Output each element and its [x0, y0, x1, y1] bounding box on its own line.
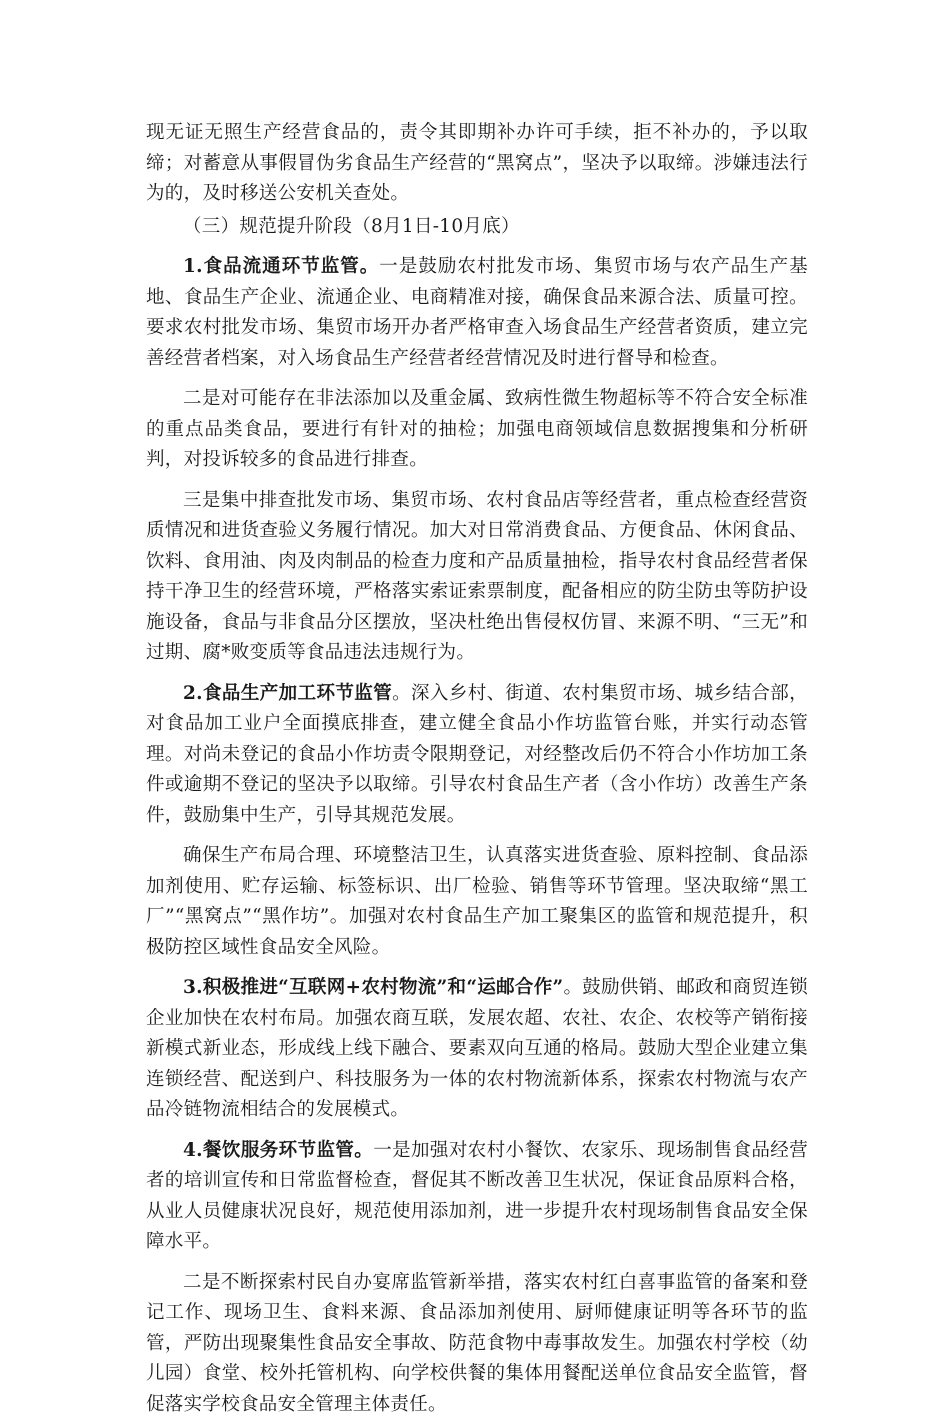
paragraph-text: 。鼓励供销、邮政和商贸连锁企业加快在农村布局。加强农商互联，发展农超、农社、农企、农校等产销衔接新模式新业态，形成线上线下融合、要素双向互通的格局。鼓励大型企业建立集连锁经营、配送到户、科技服务为一体的农村物流新体系，探索农村物流与农产品冷链物流相结合的发展模式。	[146, 977, 808, 1120]
item-heading-internet-logistics: 3.积极推进“互联网+农村物流”和“运邮合作”	[183, 977, 563, 998]
paragraph-text: 一是加强对农村小餐饮、农家乐、现场制售食品经营者的培训宣传和日常监督检查，督促其不断改善卫生状况，保证食品原料合格，从业人员健康状况良好，规范使用添加剂，进一步提升农村现场制售食品安全保障水平。	[146, 1140, 808, 1253]
paragraph-sampling: 二是对可能存在非法添加以及重金属、致病性微生物超标等不符合安全标准的重点品类食品，要进行有针对的抽检；加强电商领域信息数据搜集和分析研判，对投诉较多的食品进行排查。	[146, 384, 808, 476]
paragraph-production-layout: 确保生产布局合理、环境整洁卫生，认真落实进货查验、原料控制、食品添加剂使用、贮存运输、标签标识、出厂检验、销售等环节管理。坚决取缔“黑工厂”“黑窝点”“黑作坊”。加强对农村食品生产加工聚集区的监管和规范提升，积极防控区域性食品安全风险。	[146, 841, 808, 963]
paragraph-text: 。深入乡村、街道、农村集贸市场、城乡结合部，对食品加工业户全面摸底排查，建立健全食品小作坊监管台账，并实行动态管理。对尚未登记的食品小作坊责令限期登记，对经整改后仍不符合小作坊加工条件或逾期不登记的坚决予以取缔。引导农村食品生产者（含小作坊）改善生产条件，鼓励集中生产，引导其规范发展。	[146, 683, 808, 826]
paragraph-inspection: 三是集中排查批发市场、集贸市场、农村食品店等经营者，重点检查经营资质情况和进货查验义务履行情况。加大对日常消费食品、方便食品、休闲食品、饮料、食用油、肉及肉制品的检查力度和产品质量抽检，指导农村食品经营者保持干净卫生的经营环境，严格落实索证索票制度，配备相应的防尘防虫等防护设施设备，食品与非食品分区摆放，坚决杜绝出售侵权仿冒、来源不明、“三无”和过期、腐*败变质等食品违法违规行为。	[146, 486, 808, 669]
item-heading-food-circulation: 1.食品流通环节监管。	[183, 256, 379, 277]
paragraph-text: 一是鼓励农村批发市场、集贸市场与农产品生产基地、食品生产企业、流通企业、电商精准对接，确保食品来源合法、质量可控。要求农村批发市场、集贸市场开办者严格审查入场食品生产经营者资质，建立完善经营者档案，对入场食品生产经营者经营情况及时进行督导和检查。	[146, 256, 808, 369]
paragraph-catering-service	[146, 1136, 808, 1258]
paragraph-food-production	[146, 679, 808, 832]
document-body	[146, 118, 808, 1420]
paragraph-continuation: 现无证无照生产经营食品的，责令其即期补办许可手续，拒不补办的，予以取缔；对蓄意从事假冒伪劣食品生产经营的“黑窝点”，坚决予以取缔。涉嫌违法行为的，及时移送公安机关查处。	[146, 118, 808, 210]
item-heading-catering-service: 4.餐饮服务环节监管。	[183, 1140, 373, 1161]
section-heading-standardization-phase: （三）规范提升阶段（8月1日-10月底）	[146, 212, 808, 243]
paragraph-internet-logistics	[146, 973, 808, 1126]
paragraph-food-circulation	[146, 252, 808, 374]
item-heading-food-production: 2.食品生产加工环节监管	[183, 683, 392, 704]
paragraph-village-banquets: 二是不断探索村民自办宴席监管新举措，落实农村红白喜事监管的备案和登记工作、现场卫生、食料来源、食品添加剂使用、厨师健康证明等各环节的监管，严防出现聚集性食品安全事故、防范食物中毒事故发生。加强农村学校（幼儿园）食堂、校外托管机构、向学校供餐的集体用餐配送单位食品安全监管，督促落实学校食品安全管理主体责任。	[146, 1268, 808, 1420]
